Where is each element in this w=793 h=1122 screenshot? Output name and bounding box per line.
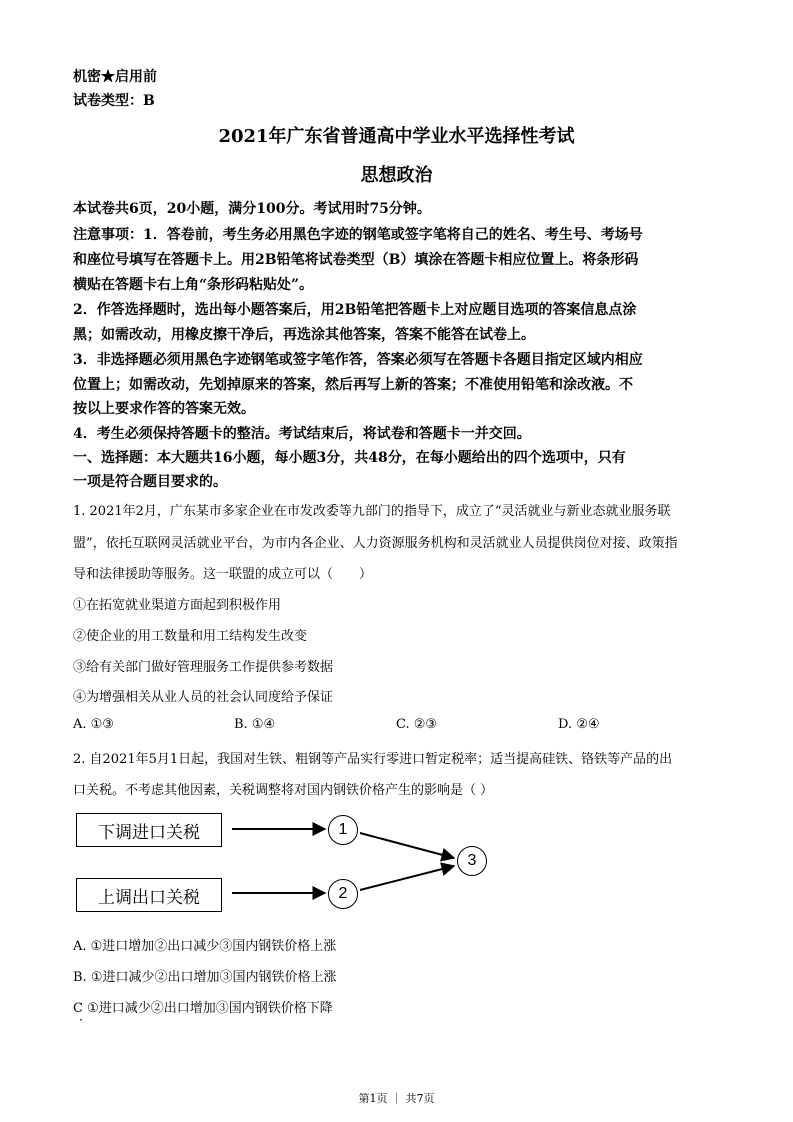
paper-type-label: 试卷类型：B (73, 93, 155, 109)
q2-stem-line: 2. 自2021年5月1日起，我国对生铁、粗钢等产品实行零进口暂定税率；适当提高硅铁、铬铁等产品的出 (73, 752, 673, 767)
q2-option-c: C ①进口减少②出口增加③国内钢铁价格下降 (73, 1001, 333, 1016)
q1-option-c: C. ②③ (396, 717, 438, 732)
q2-option-a: A. ①进口增加②出口减少③国内钢铁价格上涨 (73, 939, 337, 954)
section-heading: 一项是符合题目要求的。 (73, 474, 227, 490)
q1-item: ③给有关部门做好管理服务工作提供参考数据 (73, 660, 334, 675)
q1-option-a: A. ①③ (73, 717, 114, 732)
q1-stem-line: 1. 2021年2月，广东某市多家企业在市发改委等九部门的指导下，成立了“灵活就业与新业态就业服务联 (73, 504, 671, 519)
q1-option-d: D. ②④ (558, 717, 600, 732)
notes-line: 按以上要求作答的答案无效。 (73, 401, 255, 417)
notes-line: 3．非选择题必须用黑色字迹钢笔或签字笔作答，答案必须写在答题卡各题目指定区域内相应 (73, 352, 643, 368)
node-2: 2 (328, 879, 358, 909)
node-1: 1 (328, 815, 358, 845)
notes-line: 位置上；如需改动，先划掉原来的答案，然后再写上新的答案；不准使用铅笔和涂改液。不 (73, 377, 633, 393)
arrow-node2-to-node3 (360, 866, 454, 890)
notes-line: 和座位号填写在答题卡上。用2B铅笔将试卷类型（B）填涂在答题卡相应位置上。将条形码 (73, 252, 639, 268)
q2-option-b: B. ①进口减少②出口增加③国内钢铁价格上涨 (73, 970, 337, 985)
box-lower-import-tariff: 下调进口关税 (76, 813, 222, 847)
q1-stem-line: 导和法律援助等服务。这一联盟的成立可以（ ） (73, 567, 373, 582)
section-heading: 一、选择题：本大题共16小题，每小题3分，共48分，在每小题给出的四个选项中，只有 (73, 450, 626, 466)
q1-item: ④为增强相关从业人员的社会认同度给予保证 (73, 690, 334, 705)
node-3: 3 (457, 846, 487, 876)
q2-stem-line: 口关税。不考虑其他因素，关税调整将对国内钢铁价格产生的影响是（ ） (73, 783, 494, 798)
page-footer: 第1页 ｜ 共7页 (358, 1092, 435, 1105)
box-raise-export-tariff: 上调出口关税 (76, 878, 222, 912)
arrow-node1-to-node3 (360, 833, 454, 858)
q1-item: ①在拓宽就业渠道方面起到积极作用 (73, 598, 282, 613)
confidential-label: 机密★启用前 (73, 69, 157, 85)
exam-title: 2021年广东省普通高中学业水平选择性考试 (218, 126, 575, 147)
notes-line: 黑；如需改动，用橡皮擦干净后，再选涂其他答案，答案不能答在试卷上。 (73, 327, 535, 343)
notes-line: 2．作答选择题时，选出每小题答案后，用2B铅笔把答题卡上对应题目选项的答案信息点涂 (73, 302, 637, 318)
notes-line: 注意事项：1．答卷前，考生务必用黑色字迹的钢笔或签字笔将自己的姓名、考生号、考场号 (73, 227, 643, 243)
q1-item: ②使企业的用工数量和用工结构发生改变 (73, 629, 308, 644)
notes-line: 横贴在答题卡右上角“条形码粘贴处”。 (73, 277, 314, 293)
exam-info: 本试卷共6页，20小题，满分100分。考试用时75分钟。 (73, 201, 431, 217)
q1-stem-line: 盟”，依托互联网灵活就业平台，为市内各企业、人力资源服务机构和灵活就业人员提供岗位对接、政策指 (73, 536, 678, 551)
q1-option-b: B. ①④ (234, 717, 276, 732)
trailing-mark: · (79, 1013, 83, 1027)
notes-line: 4．考生必须保持答题卡的整洁。考试结束后，将试卷和答题卡一并交回。 (73, 426, 531, 442)
subject-title: 思想政治 (360, 165, 433, 186)
